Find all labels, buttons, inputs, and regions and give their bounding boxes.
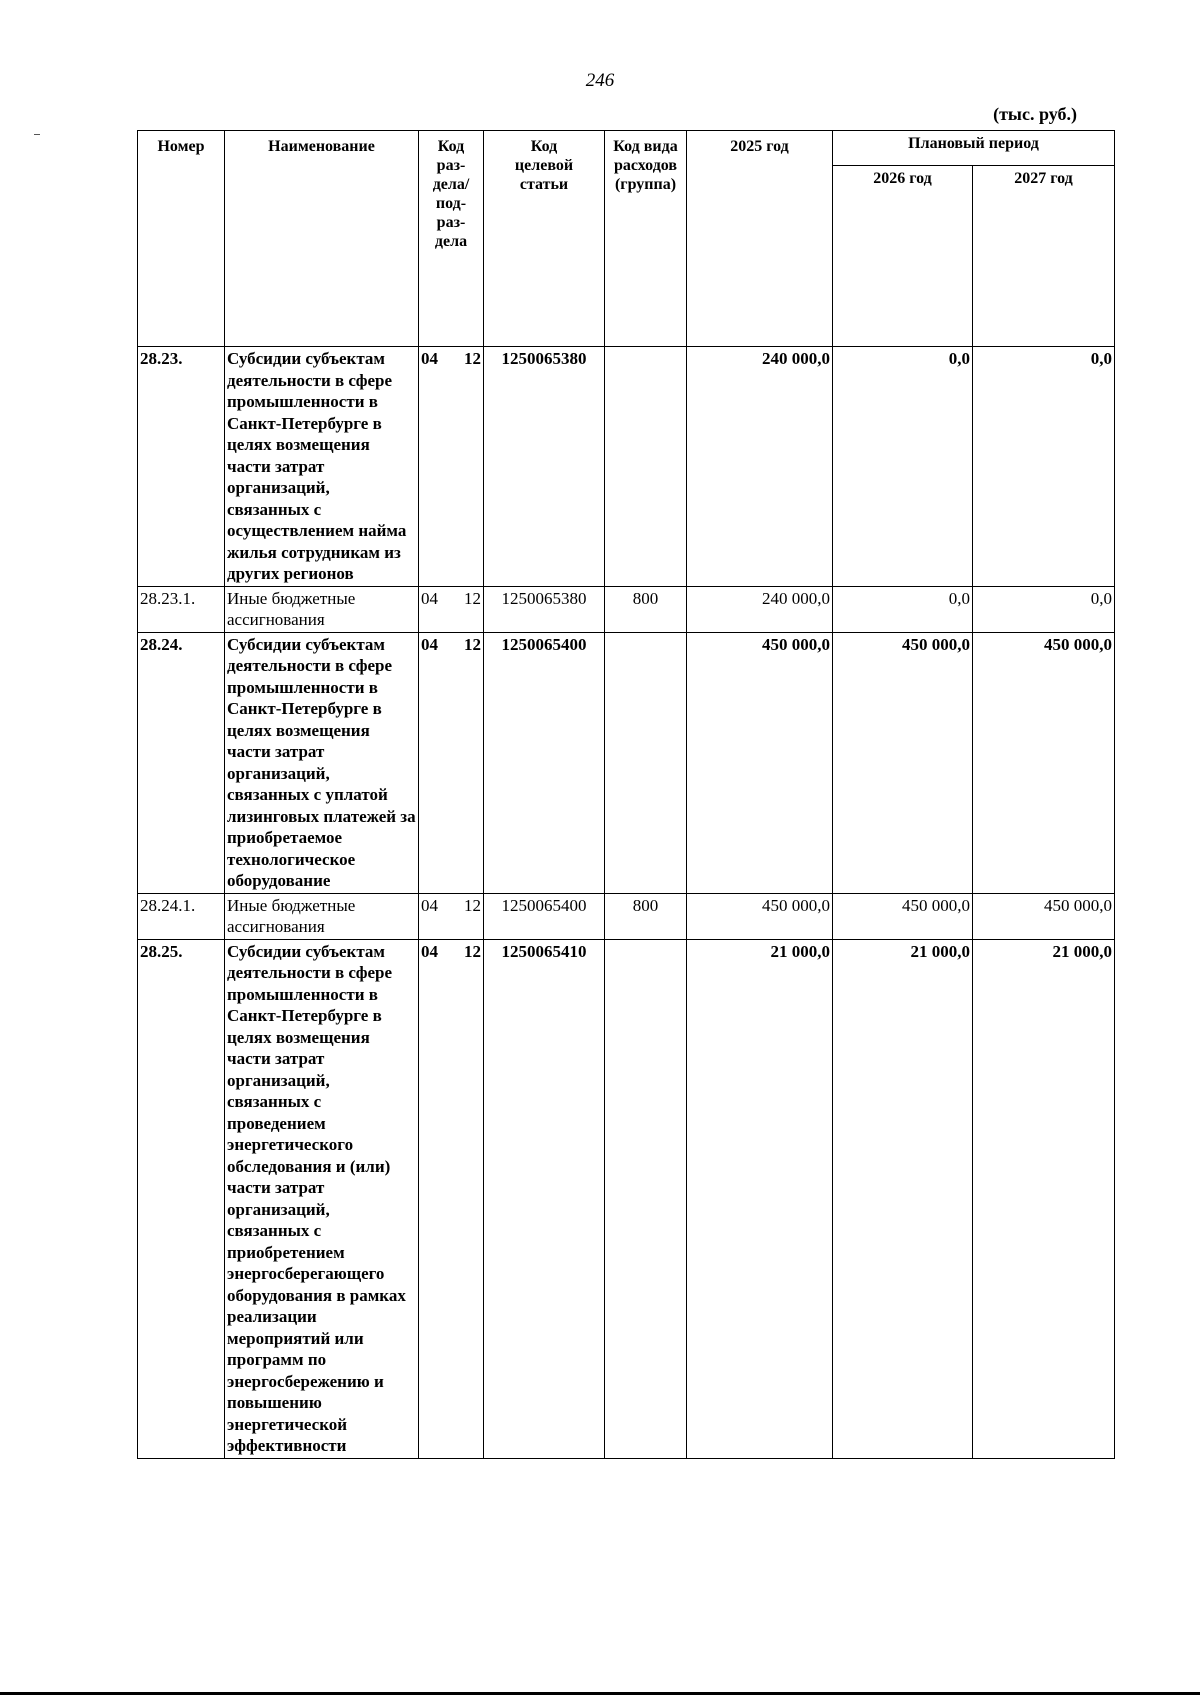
row-target-code: 1250065380 <box>484 586 605 632</box>
row-value-2027: 0,0 <box>973 586 1115 632</box>
row-section-code <box>419 347 484 587</box>
header-2025: 2025 год <box>687 131 833 347</box>
row-value-2026: 0,0 <box>833 586 973 632</box>
section-code-wrap <box>421 895 481 917</box>
units-label: (тыс. руб.) <box>993 104 1077 124</box>
header-section: Код раз- дела/ под- раз- дела <box>419 131 484 347</box>
row-section-code <box>419 893 484 939</box>
row-value-2027: 450 000,0 <box>973 632 1115 893</box>
section-code: 04 <box>421 941 438 961</box>
row-expense-type <box>605 939 687 1458</box>
row-name: Субсидии субъектам деятельности в сфере промышленности в Санкт-Петербурге в целях возмещения части затрат организаций, связанных с осуществлением найма жилья сотрудникам из других регионов <box>225 347 419 587</box>
section-code-wrap <box>421 348 481 370</box>
subsection-code: 12 <box>464 588 481 608</box>
row-target-code: 1250065400 <box>484 632 605 893</box>
row-name: Субсидии субъектам деятельности в сфере промышленности в Санкт-Петербурге в целях возмещения части затрат организаций, связанных с уплатой лизинговых платежей за приобретаемое технологическое оборудование <box>225 632 419 893</box>
table-row <box>138 347 1115 587</box>
section-code: 04 <box>421 588 438 608</box>
row-name: Иные бюджетные ассигнования <box>225 586 419 632</box>
header-name: Наименование <box>225 131 419 347</box>
header-planned-period: Плановый период <box>833 131 1115 166</box>
row-value-2026: 21 000,0 <box>833 939 973 1458</box>
table-body <box>138 347 1115 1459</box>
table-row <box>138 893 1115 939</box>
row-target-code: 1250065400 <box>484 893 605 939</box>
row-section-code <box>419 632 484 893</box>
row-name: Иные бюджетные ассигнования <box>225 893 419 939</box>
header-target: Код целевой статьи <box>484 131 605 347</box>
header-number: Номер <box>138 131 225 347</box>
row-section-code <box>419 939 484 1458</box>
row-section-code <box>419 586 484 632</box>
section-code-wrap <box>421 941 481 963</box>
header-2026: 2026 год <box>833 166 973 347</box>
row-expense-type <box>605 632 687 893</box>
section-code: 04 <box>421 634 438 654</box>
row-name: Субсидии субъектам деятельности в сфере промышленности в Санкт-Петербурге в целях возмещения части затрат организаций, связанных с проведением энергетического обследования и (или) части затрат организаций, связанных с приобретением энергосберегающего оборудования в рамках реализации мероприятий или программ по энергосбережению и повышению энергетической эффективности <box>225 939 419 1458</box>
row-expense-type: 800 <box>605 586 687 632</box>
row-value-2026: 450 000,0 <box>833 893 973 939</box>
row-value-2026: 450 000,0 <box>833 632 973 893</box>
section-code: 04 <box>421 895 438 915</box>
table-row <box>138 632 1115 893</box>
page-number: 246 <box>585 70 615 91</box>
header-expense-type: Код вида расходов (группа) <box>605 131 687 347</box>
section-code-wrap <box>421 634 481 656</box>
section-code: 04 <box>421 349 438 368</box>
row-number: 28.25. <box>138 939 225 1458</box>
subsection-code: 12 <box>464 349 481 368</box>
table-row <box>138 586 1115 632</box>
row-number: 28.23. <box>138 347 225 587</box>
table-row <box>138 939 1115 1458</box>
margin-mark <box>34 134 40 135</box>
row-expense-type: 800 <box>605 893 687 939</box>
row-number: 28.24.1. <box>138 893 225 939</box>
row-value-2027: 450 000,0 <box>973 893 1115 939</box>
subsection-code: 12 <box>464 634 481 654</box>
row-value-2026: 0,0 <box>833 347 973 587</box>
row-number: 28.24. <box>138 632 225 893</box>
subsection-code: 12 <box>464 895 481 915</box>
row-value-2025: 21 000,0 <box>687 939 833 1458</box>
row-value-2025: 240 000,0 <box>687 347 833 587</box>
header-2027: 2027 год <box>973 166 1115 347</box>
subsection-code: 12 <box>464 941 481 961</box>
row-value-2025: 450 000,0 <box>687 632 833 893</box>
header-row <box>138 131 1115 166</box>
row-value-2027: 0,0 <box>973 347 1115 587</box>
row-number: 28.23.1. <box>138 586 225 632</box>
row-target-code: 1250065410 <box>484 939 605 1458</box>
row-value-2025: 240 000,0 <box>687 586 833 632</box>
row-expense-type <box>605 347 687 587</box>
row-value-2027: 21 000,0 <box>973 939 1115 1458</box>
row-value-2025: 450 000,0 <box>687 893 833 939</box>
budget-table <box>137 130 1115 1459</box>
section-code-wrap <box>421 588 481 610</box>
row-target-code: 1250065380 <box>484 347 605 587</box>
